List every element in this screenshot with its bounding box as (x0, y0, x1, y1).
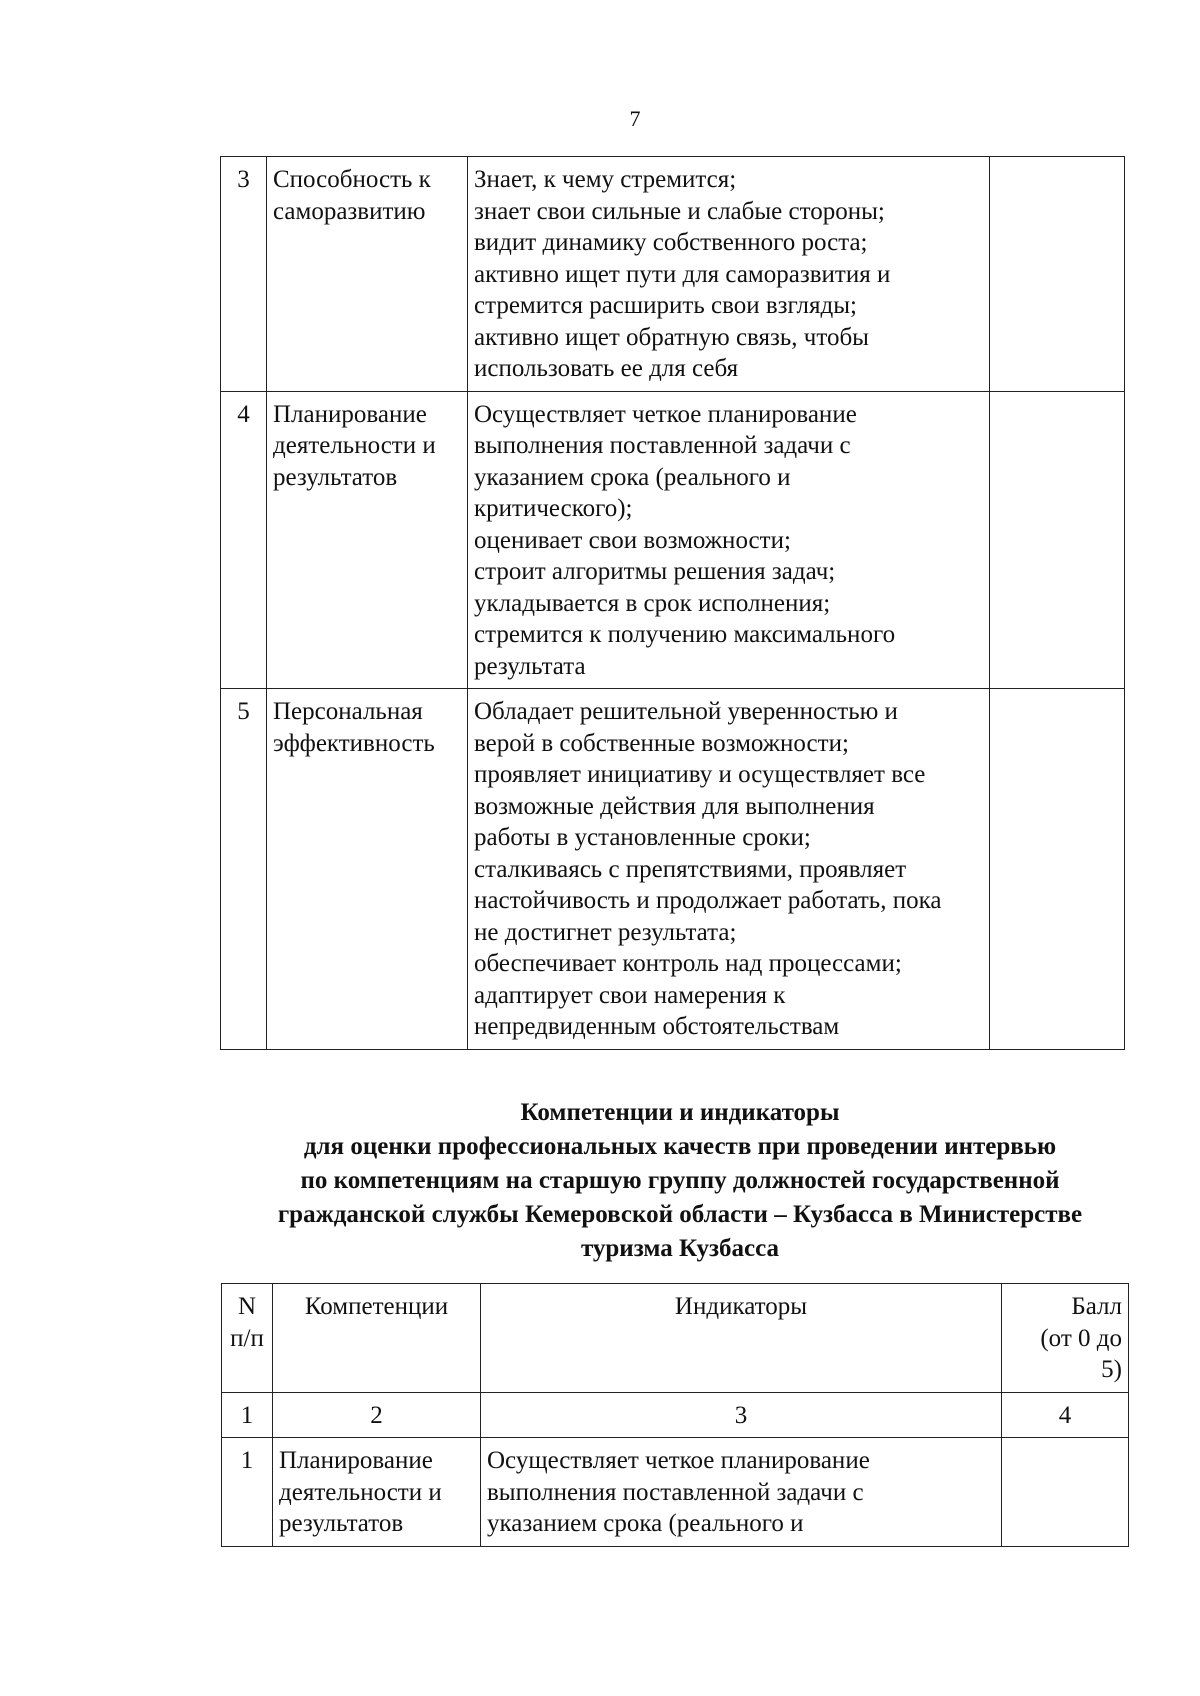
competence-cell: Способность к саморазвитию (267, 157, 468, 392)
page-number: 7 (629, 106, 641, 131)
score-cell (990, 157, 1125, 392)
header-score: Балл (от 0 до 5) (1002, 1284, 1129, 1393)
indicators-cell: Обладает решительной уверенностью и верой в собственные возможности; проявляет инициативу и осуществляет все возможные действия для выполнения работы в установленные сроки; сталкиваясь с препятствиями, проявляет настойчивость и продолжает работать, пока не достигнет результата; обеспечивает контроль над процессами; адаптирует свои намерения к непредвиденным обстоятельствам (468, 689, 990, 1050)
competence-cell: Планирование деятельности и результатов (267, 391, 468, 689)
competence-indicators-table (221, 1283, 1129, 1547)
competence-table-continued (220, 156, 1125, 1050)
heading-line: гражданской службы Кемеровской области – Кузбасса в Министерстве (277, 1201, 1083, 1228)
column-number-row (222, 1392, 1129, 1438)
indicators-cell: Осуществляет четкое планирование выполнения поставленной задачи с указанием срока (реального и (481, 1438, 1002, 1547)
indicators-cell: Осуществляет четкое планирование выполнения поставленной задачи с указанием срока (реального и критического); оценивает свои возможности; строит алгоритмы решения задач; укладывается в срок исполнения; стремится к получению максимального результата (468, 391, 990, 689)
competence-cell: Планирование деятельности и результатов (273, 1438, 481, 1547)
row-number-cell: 5 (221, 689, 267, 1050)
header-competence: Компетенции (273, 1284, 481, 1393)
competence-cell: Персональная эффективность (267, 689, 468, 1050)
score-cell (1002, 1438, 1129, 1547)
column-number: 4 (1002, 1392, 1129, 1438)
heading-line: по компетенциям на старшую группу должностей государственной (300, 1167, 1060, 1194)
table-header-row (222, 1284, 1129, 1393)
heading-line: для оценки профессиональных качеств при проведении интервью (303, 1133, 1057, 1160)
column-number: 1 (222, 1392, 273, 1438)
header-number: N п/п (222, 1284, 273, 1393)
score-cell (990, 689, 1125, 1050)
row-number-cell: 1 (222, 1438, 273, 1547)
column-number: 3 (481, 1392, 1002, 1438)
column-number: 2 (273, 1392, 481, 1438)
section-heading (200, 1096, 1160, 1266)
row-number-cell: 3 (221, 157, 267, 392)
header-indicators: Индикаторы (481, 1284, 1002, 1393)
table-row (222, 1438, 1129, 1547)
row-number-cell: 4 (221, 391, 267, 689)
heading-line: туризма Кузбасса (580, 1235, 780, 1262)
indicators-cell: Знает, к чему стремится; знает свои сильные и слабые стороны; видит динамику собственного роста; активно ищет пути для саморазвития и стремится расширить свои взгляды; активно ищет обратную связь, чтобы использовать ее для себя (468, 157, 990, 392)
table-row (221, 391, 1125, 689)
table-row (221, 157, 1125, 392)
score-cell (990, 391, 1125, 689)
heading-line: Компетенции и индикаторы (520, 1099, 840, 1126)
table-row (221, 689, 1125, 1050)
